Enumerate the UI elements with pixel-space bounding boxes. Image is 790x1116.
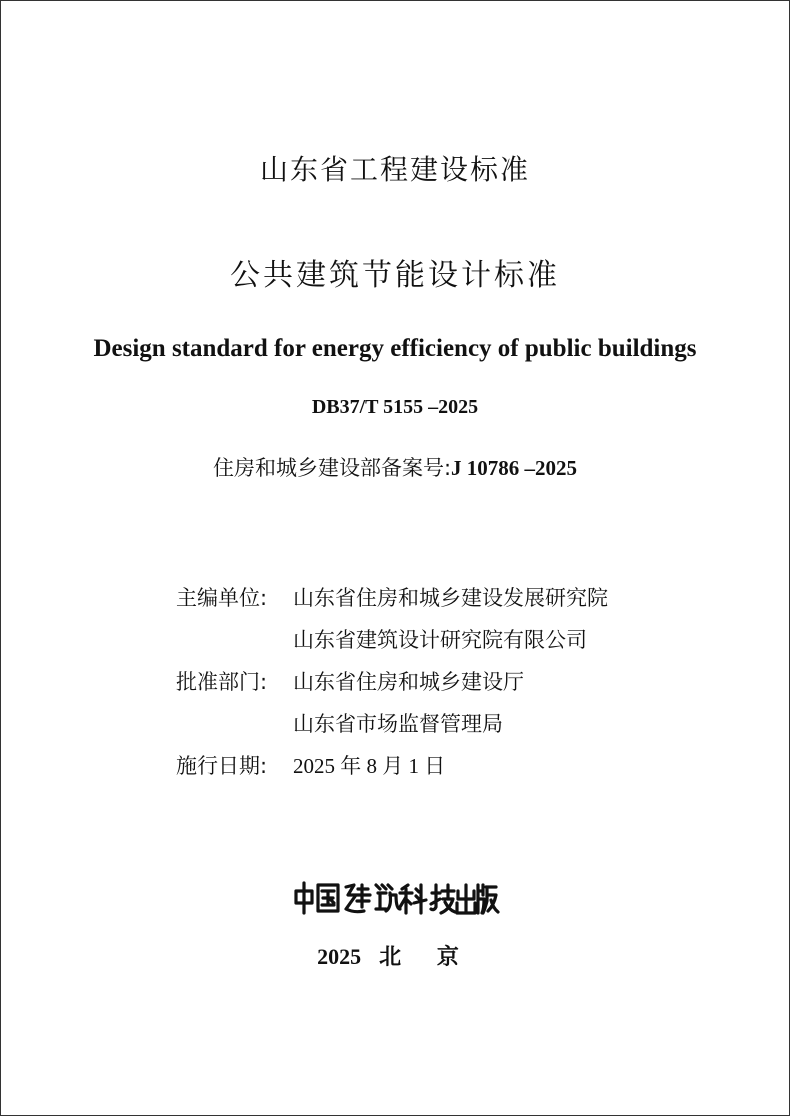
- info-block: [176, 580, 608, 790]
- approver-row-2: [176, 706, 608, 748]
- record-number-label: 住房和城乡建设部备案号:: [212, 456, 452, 480]
- main-title: 公共建筑节能设计标准: [230, 258, 560, 293]
- approver-label: 批准部门:: [176, 670, 268, 694]
- approver-value-2: 山东省市场监督管理局: [293, 712, 503, 736]
- editor-label: 主编单位:: [176, 586, 268, 610]
- effective-date-value: 2025 年 8 月 1 日: [293, 754, 446, 778]
- editor-value-1: 山东省住房和城乡建设发展研究院: [293, 586, 608, 610]
- publisher-logotype: [290, 877, 502, 917]
- standard-code: DB37/T 5155 –2025: [311, 396, 479, 418]
- publication-line: [0, 940, 790, 971]
- english-title: Design standard for energy efficiency of public buildings: [93, 335, 697, 362]
- publisher-calligraphy: [290, 877, 502, 917]
- record-number-line: [0, 452, 790, 482]
- approver-row: [176, 664, 608, 706]
- record-number-value: J 10786 –2025: [451, 456, 578, 480]
- series-title: 山东省工程建设标准: [259, 153, 530, 186]
- effective-date-label: 施行日期:: [176, 754, 268, 778]
- editor-value-2: 山东省建筑设计研究院有限公司: [293, 628, 587, 652]
- editor-row: [176, 580, 608, 622]
- effective-date-row: [176, 748, 608, 790]
- approver-value-1: 山东省住房和城乡建设厅: [293, 670, 524, 694]
- publication-year: 2025: [317, 944, 362, 969]
- publication-city: 北 京: [379, 945, 473, 970]
- editor-row-2: [176, 622, 608, 664]
